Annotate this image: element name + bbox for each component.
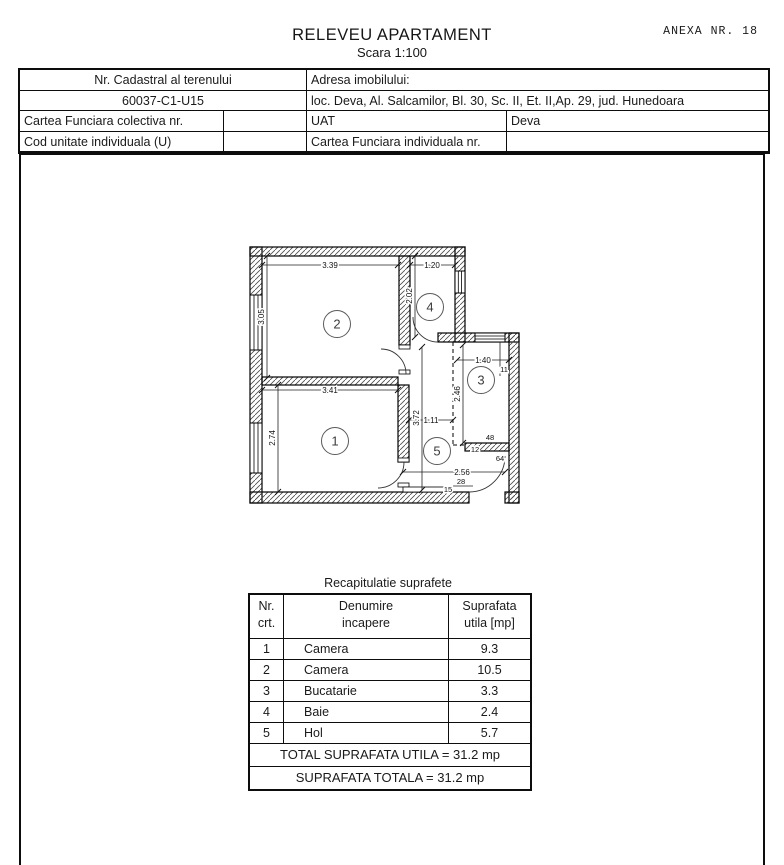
dimension-label: 3.05 xyxy=(257,309,266,325)
cod-unitate-value xyxy=(224,132,307,153)
recap-table xyxy=(248,593,532,791)
recap-title: Recapitulatie suprafete xyxy=(324,576,452,590)
nr-cadastral-value: 60037-C1-U15 xyxy=(20,91,307,112)
floor-plan-drawing xyxy=(246,242,526,514)
dimension-label: 1.11 xyxy=(423,416,439,425)
recap-header-area-line2: utila [mp] xyxy=(464,616,515,630)
recap-row-area: 3.3 xyxy=(449,681,530,702)
dimension-label: 2.46 xyxy=(453,386,462,402)
room-number: 4 xyxy=(426,299,434,315)
recap-row-nr: 4 xyxy=(250,702,284,723)
cf-colectiva-value xyxy=(224,111,307,132)
nr-cadastral-label: Nr. Cadastral al terenului xyxy=(20,70,307,91)
cf-individuala-value xyxy=(507,132,768,153)
recap-row-name: Baie xyxy=(284,702,449,723)
dimension-label: 11 xyxy=(500,365,508,374)
cf-individuala-label: Cartea Funciara individuala nr. xyxy=(307,132,507,153)
recap-header-nr-line1: Nr. xyxy=(258,599,275,613)
dimension-label: 2.56 xyxy=(454,468,470,477)
dimension-label: 48 xyxy=(485,433,495,442)
cf-colectiva-label: Cartea Funciara colectiva nr. xyxy=(20,111,224,132)
dimension-label: 28 xyxy=(456,477,466,486)
recap-row-nr: 2 xyxy=(250,660,284,681)
recap-row-name: Camera xyxy=(284,660,449,681)
uat-value: Deva xyxy=(507,111,768,132)
dimension-label: 2.74 xyxy=(268,430,277,446)
recap-row-nr: 1 xyxy=(250,639,284,660)
recap-row-nr: 3 xyxy=(250,681,284,702)
recap-row-area: 5.7 xyxy=(449,723,530,744)
recap-header-name-line2: incapere xyxy=(342,616,390,630)
dimension-label: 15 xyxy=(443,485,453,494)
recap-row-area: 10.5 xyxy=(449,660,530,681)
page-title: RELEVEU APARTAMENT xyxy=(292,26,492,44)
recap-row-name: Hol xyxy=(284,723,449,744)
adresa-value: loc. Deva, Al. Salcamilor, Bl. 30, Sc. II, Et. II,Ap. 29, jud. Hunedoara xyxy=(307,91,768,112)
total-suprafata-utila: TOTAL SUPRAFATA UTILA = 31.2 mp xyxy=(250,744,530,767)
recap-header-nr-line2: crt. xyxy=(257,616,276,630)
room-number: 5 xyxy=(433,443,441,459)
cadastral-info-table xyxy=(18,68,770,154)
dimension-label: 2.02 xyxy=(405,288,414,304)
dimension-label: 3.72 xyxy=(412,410,421,426)
recap-header-name-line1: Denumire xyxy=(338,599,394,613)
recap-row-name: Camera xyxy=(284,639,449,660)
recap-row-nr: 5 xyxy=(250,723,284,744)
recap-row-area: 9.3 xyxy=(449,639,530,660)
dimension-label: 3.39 xyxy=(322,261,338,270)
adresa-label: Adresa imobilului: xyxy=(307,70,768,91)
recap-header-name xyxy=(284,595,449,639)
dimension-label: 64 xyxy=(495,454,505,463)
cod-unitate-label: Cod unitate individuala (U) xyxy=(20,132,224,153)
uat-label: UAT xyxy=(307,111,507,132)
anexa-note: ANEXA NR. 18 xyxy=(663,25,758,38)
room-number: 3 xyxy=(477,372,485,388)
room-number: 2 xyxy=(333,316,341,332)
suprafata-totala: SUPRAFATA TOTALA = 31.2 mp xyxy=(295,770,485,785)
dimension-label: 12 xyxy=(470,445,480,454)
recap-header-area-line1: Suprafata xyxy=(462,599,517,613)
scale-subtitle: Scara 1:100 xyxy=(356,45,428,60)
dimension-label: 3.41 xyxy=(322,386,338,395)
dimension-label: 1.40 xyxy=(475,356,491,365)
room-number: 1 xyxy=(331,433,339,449)
recap-header-area xyxy=(449,595,530,639)
recap-row-area: 2.4 xyxy=(449,702,530,723)
recap-header-nr xyxy=(250,595,284,639)
door-arcs xyxy=(378,317,505,492)
dimension-label: 1.20 xyxy=(424,261,440,270)
recap-row-name: Bucatarie xyxy=(284,681,449,702)
